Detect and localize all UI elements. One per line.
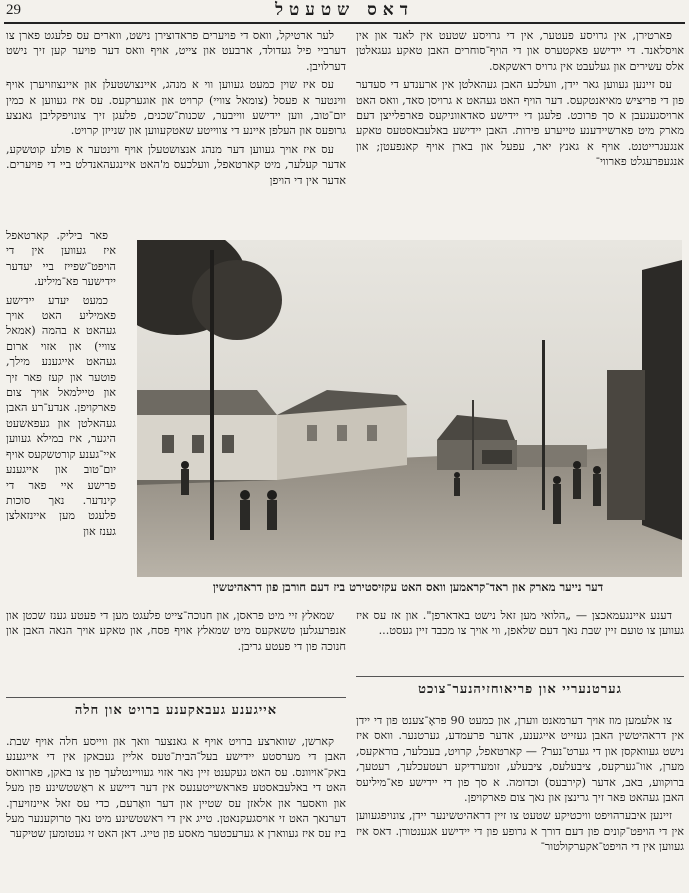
header-rule — [4, 22, 685, 24]
paragraph: צו אלעמען מוז אויך דערמאנט ווערן, און כמעט 90 פראָ־צענט פון די יידן אין דראהיטשין האבן געזייט אייגענע, אדער פרעמדע, גערטנער. וואס איז נישט געוואקסן און די גערט־נער? — קארטאפל, קרויט, בעבלער, בוראקעס, מערן, אוו־גערקעס, ציבעלעס, ציבעלע, זומערדיקע רעטעכלעך, רעטעך, ברוקווע, באב, אדער (קירבעס) וכדומה. א סך פון די יידישע פא־מיליעס האבן געהאט פאר זיך גרינצן און נאך צום פארקויפן. — [356, 714, 684, 805]
section-heading-gardening: גערטנעריי און פריאוחזיהנער־צוכט — [418, 682, 622, 697]
market-photograph — [137, 240, 682, 577]
paragraph: פארטירן, אין גרויסע פעטער, אין די גרויסע שטעט אין לאנד און אין אויסלאנד. די יידישע פאקטערס און די הויף־סוחרים האבן טאקע געגאלטן אלס עשירים און געלעבט אין גרויס ראשקאס. — [356, 29, 684, 73]
left-column-top — [6, 28, 346, 228]
paragraph: כמעט יעדע יידישע פאמיליע האט אויך געהאט א בהמה (אמאל צוויי) און אזוי ארום געהאט אייגענע מילך, פוטער און קעז פאר זיך און טיילמאל אויך צום פארקויפן. אנדע־רע האבן געהאלטן און געפאשעט היגער, איז במילא געווען איי־גענע קורטשקעס אויף יום־טוב און אייגענע פרישע איי פאר די קינדער. נאך סוכות פלעגט מען איינזאלצן גענז און — [6, 293, 116, 538]
paragraph: קארשן, שווארצע ברויט אויף א גאנצער וואך און ווייסע חלה אויף שבת. האבן די מערסטע יידישע בעל־הבית־טעס אליין געבאקן אין די אייגענע באק־אויוונס. עס האט געקענט זיין נאר אזוי געוויינטלעך פון צו באקן, פארוואס האט די באלעבאסטע פאראשייטענעס אין דער דיישע א ראַשטשינע פון מעל און וואסער און אלאזן עס שטיין און דער וואַרעם, כדי עס זאל איינזויערן. דערנאך האט זי אויסגעקנאטן. טייג אין די ראשטשינע מיט נאך טרוקענער מעל ביז עס איז געווארן א גערעכטער מאסע פון טייג. דאן האט זי געטומען שטיקער — [6, 735, 346, 841]
paragraph: עס איז אויך געווען דער מנהג אנצושטעלן אויף ווינטער א פולע קוטשקע, אדער קעלער, מיט קארטאפל, וועלכעס מ'האט איינגעהאנדלט ביי די פויערים. אדער אין די הויפן — [6, 142, 346, 187]
paragraph: דענע איינגעמאכצן — „הלואי מען זאל נישט באדארפן". און אז עס איז געווען צו טועם זיין שבת נאך דעם שלאפן, ווי אויך צו מכבד זיין געסט... — [356, 609, 684, 638]
running-title: דאס שטעטל — [275, 0, 414, 20]
section-heading-bread: אייגענע געבאקענע ברויט און חלה — [74, 703, 278, 718]
street-scene-image — [137, 240, 682, 577]
right-column-top — [356, 28, 684, 218]
paragraph: פאר ביליק. קארטאפל איז געווען אין די הויפט־שפייז ביי יעדער יידישער פא־מיליע. — [6, 229, 116, 289]
left-column-mid — [6, 608, 346, 688]
paragraph: שמאלץ זיי מיט פראסן, און חנוכה־צייט פלעגט מען די פעטע גענז שכטן און אנפרעגלען טשאקעס מיט שמאלץ אויף פסח, און טאקע אויך הנאה האבן און חנוכה פון די פעטע גריבן. — [6, 609, 346, 653]
narrow-column — [6, 228, 116, 593]
section-rule — [6, 697, 346, 698]
paragraph: עס זיינען געווען גאר יידן, וועלכע האבן געהאלטן אין ארענדע די סעדער פון די פריציש מאיאנטקעס. דער הויף האט געהאט א גרויסן סאד, וואס האט ארויסגעגעבן א סך פרוכט. פלעגן די יידישע סאדאווניקעס פארפלייצן דעם מארק מיט פארשיידענע טייערע פירות. האבן יידישע באלעבאסטעס טאקע אנגעגרייטנט. אויף א גאנץ יאר, עפעל און בארן אויף קאנפעטן; און אנגעפרעגלט פארווי־ — [356, 78, 684, 169]
right-column-bottom — [356, 713, 684, 890]
paragraph: לער ארטיקל, וואס די פויערים פראדוצירן נישט, ווארים עס פלעגט פארן צו דערביי פיל געדולד, ארבעט און צייט, אויף וואס דער פויער קען זיך נישט דערלויבן. — [6, 29, 346, 73]
paragraph: עס איז שוין כמעט געווען ווי א מנהג, איינצושטעלן און איינצוזויערן אויף ווינטער א פעסל (צומאל צוויי) קרויט און אוגערקעס. עס איז געווען א כמין יום־טוב, ווען יידישע ווייבער, שכנות־שכנים, פלעגן זיך צונויפקליבן גאנצע גרופעס און העלפן איינע די צווייטע שאטקעווען און שנייזן קרויט. — [6, 78, 346, 138]
page-number: 29 — [6, 2, 21, 18]
section-rule — [356, 676, 684, 677]
photo-caption: דער נייער מארק און ראד־קראמען וואס האט עקזיסטירט ביז דעם חורבן פון דראהיטשין — [212, 580, 604, 594]
paragraph: זיינען איבערהויפט וויכטיקע שטעט צו זיין דראהיטשינער יידן, צונויפגעווען אין די הויפט־קונים פון דעם דורך א גרופע פון די יידישע אגענטורן. דאס איז געווען אין די הויפט־אקערקולטור־ — [356, 809, 684, 854]
right-column-mid — [356, 608, 684, 668]
left-column-bottom — [6, 734, 346, 890]
